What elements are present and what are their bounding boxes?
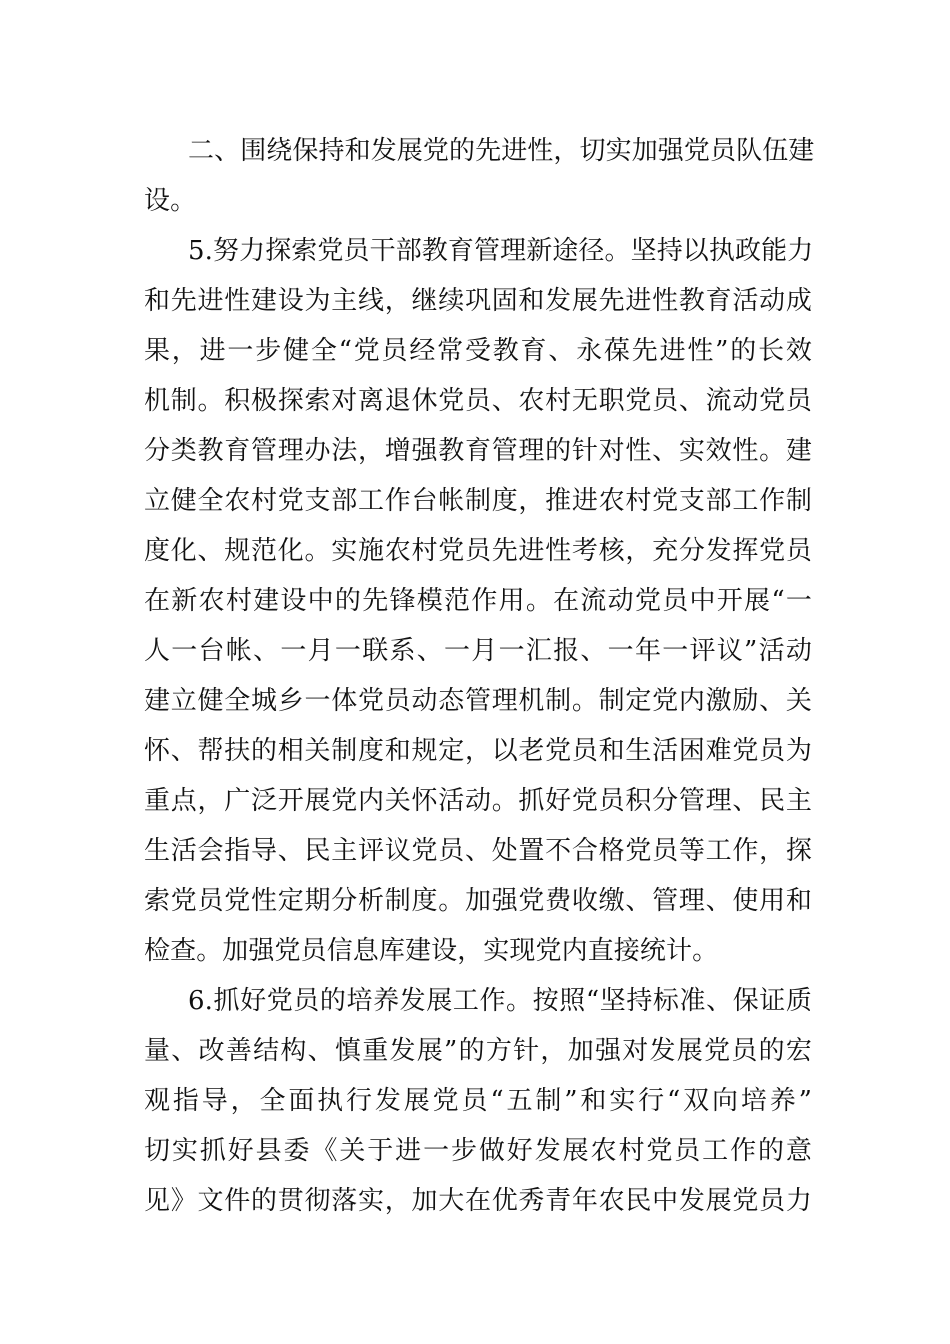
document-body [144,126,815,1226]
text-line: 在新农村建设中的先锋模范作用。在流动党员中开展“一 [144,586,812,616]
text-line: 量、改善结构、慎重发展”的方针，加强对发展党员的宏 [144,1036,812,1066]
text-line: 分类教育管理办法，增强教育管理的针对性、实效性。建 [144,436,812,466]
text-line: 重点，广泛开展党内关怀活动。抓好党员积分管理、民主 [144,786,812,816]
text-line: 见》文件的贯彻落实，加大在优秀青年农民中发展党员力 [144,1186,812,1216]
text-line: 二、围绕保持和发展党的先进性，切实加强党员队伍建 [188,136,815,166]
text-line: 机制。积极探索对离退休党员、农村无职党员、流动党员 [144,386,812,416]
text-line: 生活会指导、民主评议党员、处置不合格党员等工作，探 [144,836,812,866]
text-line: 5.努力探索党员干部教育管理新途径。坚持以执政能力 [188,236,814,266]
text-line: 观指导，全面执行发展党员“五制”和实行“双向培养” [144,1086,812,1116]
text-line: 切实抓好县委《关于进一步做好发展农村党员工作的意 [144,1136,812,1166]
text-line: 人一台帐、一月一联系、一月一汇报、一年一评议”活动 [144,636,812,666]
text-line: 怀、帮扶的相关制度和规定，以老党员和生活困难党员为 [144,736,812,766]
text-line: 度化、规范化。实施农村党员先进性考核，充分发挥党员 [144,536,812,566]
text-line: 果，进一步健全“党员经常受教育、永葆先进性”的长效 [144,336,812,366]
text-line: 立健全农村党支部工作台帐制度，推进农村党支部工作制 [144,486,812,516]
text-line: 检查。加强党员信息库建设，实现党内直接统计。 [144,936,719,966]
text-line: 设。 [144,186,197,216]
text-line: 索党员党性定期分析制度。加强党费收缴、管理、使用和 [144,886,812,916]
text-line: 建立健全城乡一体党员动态管理机制。制定党内激励、关 [144,686,812,716]
text-line: 和先进性建设为主线，继续巩固和发展先进性教育活动成 [144,286,812,316]
text-line: 6.抓好党员的培养发展工作。按照“坚持标准、保证质 [188,986,812,1016]
